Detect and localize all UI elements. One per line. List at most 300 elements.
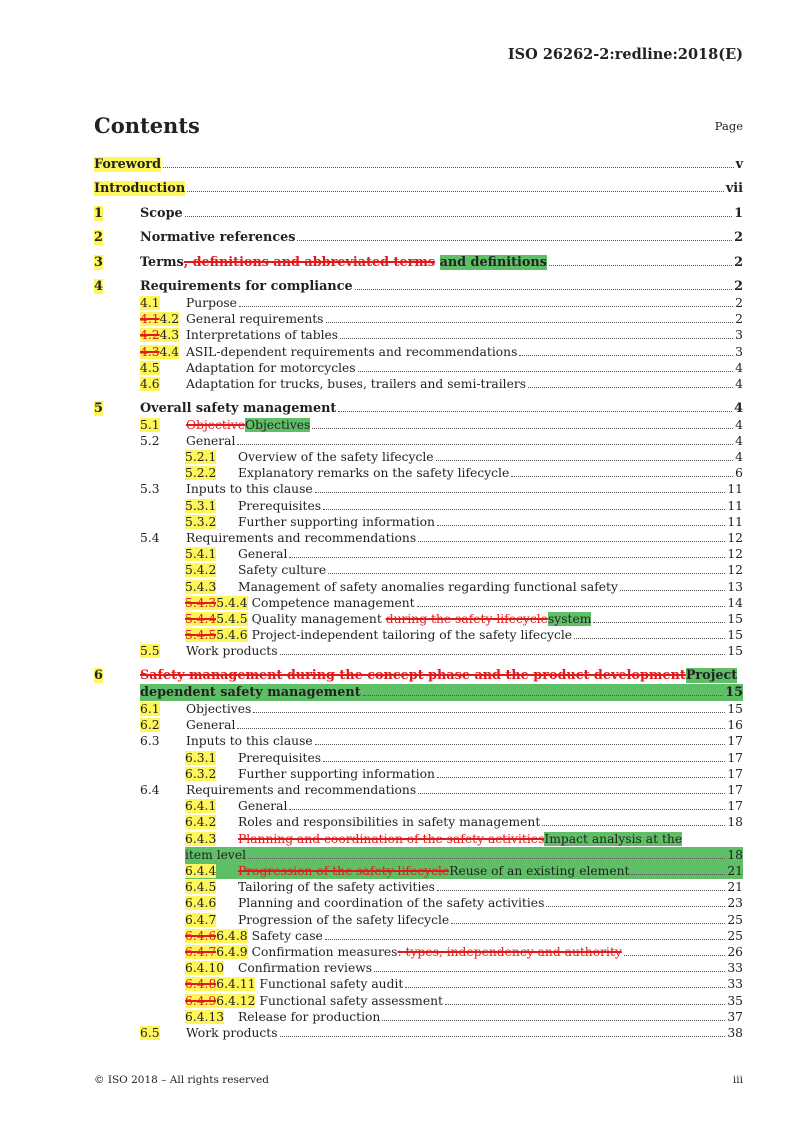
toc-entry-title (259, 993, 443, 1009)
toc-entry-number (140, 1025, 186, 1041)
toc-title-segment: Release for production (238, 1009, 381, 1024)
toc-number-segment: 5.1 (140, 417, 160, 432)
toc-entry-title (238, 912, 449, 928)
toc-title-segment: Objective (186, 417, 246, 432)
toc-title-segment: Overall safety management (140, 400, 337, 416)
toc-number-segment: 6.5 (140, 1026, 160, 1041)
toc-number-segment: 6.3.2 (185, 766, 217, 781)
toc-leader-dots (163, 166, 734, 168)
toc-entry[interactable] (94, 895, 743, 911)
toc-title-segment: Competence management (251, 595, 415, 610)
toc-entry-title (238, 579, 618, 595)
toc-entry-title (185, 847, 246, 863)
toc-entry-page: 12 (727, 563, 743, 578)
toc-entry-number (140, 344, 186, 360)
toc-entry-page: 3 (735, 328, 743, 343)
toc-entry-title (238, 449, 434, 465)
toc-entry[interactable] (94, 205, 743, 222)
toc-entry[interactable] (94, 701, 743, 717)
toc-entry-number (140, 717, 186, 733)
toc-entry-number (185, 976, 255, 992)
toc-entry[interactable] (185, 847, 743, 863)
toc-entry-title (140, 684, 361, 701)
toc-entry-page: 16 (727, 718, 743, 733)
toc-title-segment: Functional safety audit (259, 977, 404, 992)
toc-entry-title (186, 433, 235, 449)
toc-entry-number (140, 311, 186, 327)
toc-number-segment: 5.4.4 (185, 612, 217, 626)
toc-number-segment: 6.4.7 (185, 945, 217, 960)
toc-entry-title (238, 750, 321, 766)
toc-title-segment: Purpose (186, 295, 237, 310)
toc-number-segment: 6.4.7 (185, 912, 217, 927)
toc-number-segment: 4.2 (159, 312, 180, 327)
toc-entry[interactable] (94, 579, 743, 595)
toc-number-segment: 6.3 (140, 734, 160, 749)
toc-number-segment: 6.3.1 (185, 750, 217, 765)
toc-entry-title (238, 879, 435, 895)
toc-entry[interactable] (140, 684, 743, 701)
toc-title-segment: dependent safety management (140, 685, 361, 700)
toc-entry[interactable] (94, 993, 743, 1009)
toc-leader-dots (323, 508, 725, 510)
toc-entry-title (186, 311, 324, 327)
toc-entry-number (140, 733, 186, 749)
toc-number-segment: 5.4.4 (216, 595, 248, 610)
toc-leader-dots (328, 572, 725, 574)
toc-entry-page: 15 (727, 644, 743, 659)
toc-entry-page: 17 (727, 783, 743, 798)
toc-entry-page: 4 (735, 360, 743, 375)
toc-title-segment: Safety management during the concept phase and the product development (140, 668, 686, 683)
toc-number-segment: 6.4.6 (185, 896, 217, 911)
toc-entry-number (185, 993, 255, 1009)
toc-entry[interactable] (94, 766, 743, 782)
toc-title-segment: Explanatory remarks on the safety lifecycle (238, 466, 510, 481)
toc-number-segment: 4.4 (159, 344, 180, 359)
toc-number-segment: 4.1 (140, 295, 160, 310)
toc-leader-dots (248, 857, 725, 859)
toc-entry-number (140, 782, 186, 798)
toc-title-segment: Introduction (94, 181, 186, 197)
toc-entry[interactable] (94, 667, 743, 684)
toc-title-segment: Confirmation measures (251, 945, 398, 960)
page-title: Contents (94, 113, 200, 138)
toc-title-segment: Further supporting information (238, 766, 435, 781)
toc-entry-title (238, 863, 629, 879)
toc-entry[interactable] (94, 814, 743, 830)
toc-leader-dots (382, 1019, 725, 1021)
toc-entry[interactable] (94, 643, 743, 659)
toc-entry-number (185, 895, 238, 911)
toc-entry-page: 18 (727, 847, 743, 862)
toc-leader-dots (511, 475, 733, 477)
toc-leader-dots (624, 954, 726, 956)
toc-title-segment: Progression of the safety lifecycle (238, 864, 450, 879)
toc-entry-title (140, 400, 336, 417)
toc-title-segment: during the safety lifecycle (385, 612, 548, 626)
toc-entry-page: 2 (734, 254, 743, 270)
toc-number-segment: 5.3.1 (185, 498, 217, 513)
toc-entry-page: 17 (727, 734, 743, 749)
toc-entry-number (185, 863, 238, 879)
toc-entry-title (252, 627, 572, 643)
toc-entry-title (252, 595, 415, 611)
toc-entry[interactable] (94, 960, 743, 976)
toc-title-segment: Objectives (186, 702, 252, 716)
toc-entry-page: 2 (735, 295, 743, 310)
toc-entry[interactable] (185, 863, 743, 879)
toc-number-segment: 4.3 (140, 344, 160, 359)
toc-title-segment: Work products (186, 644, 278, 659)
toc-number-segment: 5.4.5 (185, 628, 217, 643)
toc-entry-number (185, 831, 238, 847)
toc-number-segment: 1 (94, 205, 103, 221)
toc-leader-dots (418, 540, 725, 542)
toc-title-segment: and definitions (439, 254, 547, 270)
toc-leader-dots (355, 288, 732, 290)
toc-entry[interactable] (94, 481, 743, 497)
toc-leader-dots (237, 727, 725, 729)
toc-entry-title (238, 895, 544, 911)
toc-entry-page: 26 (727, 945, 743, 960)
toc-entry[interactable] (94, 627, 743, 643)
toc-title-segment: Confirmation reviews (238, 961, 373, 976)
toc-entry-page: 21 (727, 880, 743, 895)
toc-entry-page: 18 (727, 815, 743, 830)
toc-entry[interactable] (94, 417, 743, 433)
toc-entry[interactable] (94, 311, 743, 327)
toc-entry-number (185, 465, 238, 481)
toc-entry[interactable] (94, 498, 743, 514)
toc-entry-number (185, 627, 248, 643)
toc-leader-dots (542, 824, 725, 826)
toc-entry[interactable] (94, 295, 743, 311)
toc-entry-title (186, 360, 356, 376)
toc-entry-number (185, 595, 248, 611)
toc-number-segment: 4.3 (159, 328, 180, 343)
toc-title-segment: , definitions and abbreviated terms (183, 254, 436, 270)
toc-entry-page: 3 (735, 344, 743, 359)
toc-number-segment: 6.4.1 (185, 799, 217, 814)
toc-title-segment: Requirements and recommendations (186, 783, 417, 798)
toc-entry[interactable] (94, 254, 743, 271)
toc-entry-title (140, 229, 295, 246)
toc-number-segment: 4 (94, 278, 103, 294)
toc-entry-number (94, 667, 140, 684)
toc-entry[interactable] (94, 229, 743, 246)
toc-leader-dots (340, 337, 733, 339)
toc-entry-number (140, 327, 186, 343)
toc-title-segment: Project-independent tailoring of the safety lifecycle (251, 628, 573, 643)
toc-entry[interactable] (94, 782, 743, 798)
toc-entry-number (140, 295, 186, 311)
toc-leader-dots (546, 905, 725, 907)
toc-entry-title (94, 156, 161, 173)
toc-entry-title (252, 944, 622, 960)
toc-entry-page: 15 (725, 685, 743, 700)
toc-title-segment: Planning and coordination of the safety activities (238, 831, 545, 846)
toc-title-segment (435, 255, 439, 270)
toc-title-segment: General (186, 433, 236, 448)
toc-leader-dots (358, 370, 734, 372)
toc-entry-page: 4 (734, 400, 743, 416)
toc-entry[interactable] (94, 465, 743, 481)
toc-entry[interactable] (94, 376, 743, 392)
toc-title-segment: General requirements (186, 312, 324, 327)
toc-entry[interactable] (94, 360, 743, 376)
toc-title-segment: Quality management (251, 612, 386, 626)
toc-entry[interactable] (94, 546, 743, 562)
toc-entry[interactable] (94, 449, 743, 465)
toc-title-segment: Prerequisites (238, 498, 322, 513)
toc-entry-title (186, 376, 526, 392)
toc-entry-number (94, 400, 140, 417)
toc-title-segment: Reuse of an existing element (449, 864, 630, 879)
toc-leader-dots (185, 215, 732, 217)
toc-number-segment: 4.1 (140, 312, 160, 327)
toc-entry[interactable] (94, 278, 743, 295)
toc-entry-title (186, 327, 338, 343)
toc-entry-page: 23 (727, 896, 743, 911)
toc-entry-title (238, 814, 540, 830)
footer-page-number: iii (732, 1074, 743, 1086)
toc-number-segment: 5.3 (140, 482, 160, 497)
toc-entry-title (238, 1009, 380, 1025)
toc-entry-title (186, 782, 416, 798)
toc-entry[interactable] (94, 595, 743, 611)
toc-entry-page: 33 (727, 977, 743, 992)
toc-entry-number (185, 798, 238, 814)
toc-entry-title (238, 562, 326, 578)
toc-entry[interactable] (94, 180, 743, 197)
toc-leader-dots (239, 305, 733, 307)
toc-entry-number (185, 814, 238, 830)
toc-title-segment: General (238, 547, 288, 562)
toc-entry[interactable] (94, 798, 743, 814)
toc-number-segment: 5.4.3 (185, 595, 217, 610)
toc-entry-page: 15 (727, 702, 743, 716)
page-column-label: Page (714, 119, 743, 133)
toc-title-segment: Tailoring of the safety activities (238, 880, 435, 895)
toc-title-segment: Requirements and recommendations (186, 530, 417, 545)
toc-title-segment: General (186, 718, 236, 733)
toc-leader-dots (445, 1003, 725, 1005)
toc-leader-dots (323, 760, 725, 762)
toc-leader-dots (451, 922, 725, 924)
toc-entry[interactable] (94, 831, 743, 847)
toc-title-segment: Management of safety anomalies regarding functional safety (238, 579, 618, 594)
toc-entry-title (238, 960, 372, 976)
toc-entry-number (140, 643, 186, 659)
toc-entry-number (94, 205, 140, 222)
toc-number-segment: 4.5 (140, 360, 160, 375)
toc-leader-dots (436, 459, 734, 461)
toc-number-segment: 6.4.3 (185, 831, 217, 846)
table-of-contents (94, 148, 743, 1041)
toc-entry-number (94, 254, 140, 271)
toc-title-segment: system (547, 612, 592, 626)
toc-leader-dots (437, 524, 725, 526)
toc-entry[interactable] (94, 1009, 743, 1025)
toc-number-segment: 2 (94, 230, 103, 246)
toc-title-segment: Adaptation for trucks, buses, trailers and semi-trailers (186, 376, 527, 391)
toc-number-segment: 6.4.10 (185, 961, 225, 976)
toc-entry[interactable] (94, 1025, 743, 1041)
toc-entry-number (185, 546, 238, 562)
toc-entry-number (140, 417, 186, 433)
toc-entry[interactable] (94, 156, 743, 173)
toc-title-segment: item level (185, 847, 247, 862)
toc-entry-number (185, 579, 238, 595)
toc-entry-page: v (735, 157, 743, 172)
toc-leader-dots (325, 938, 726, 940)
toc-title-segment: General (238, 799, 288, 814)
toc-title-segment: Project (685, 668, 738, 683)
toc-leader-dots (405, 986, 725, 988)
toc-entry-page: 12 (727, 530, 743, 545)
toc-entry-number (140, 530, 186, 546)
toc-entry-title (259, 976, 403, 992)
toc-leader-dots (418, 792, 725, 794)
toc-leader-dots (289, 808, 725, 810)
toc-entry[interactable] (94, 327, 743, 343)
toc-number-segment: 6.4.11 (216, 977, 256, 992)
toc-entry-title (140, 205, 183, 222)
toc-number-segment: 5.5 (140, 644, 160, 659)
toc-number-segment: 6.4.9 (185, 993, 217, 1008)
toc-title-segment: Further supporting information (238, 514, 435, 529)
toc-number-segment: 6.4.2 (185, 815, 217, 830)
toc-entry-page: 1 (734, 205, 743, 221)
toc-entry-page: 6 (735, 466, 743, 481)
toc-number-segment: 6.4.6 (185, 928, 217, 943)
toc-leader-dots (519, 354, 733, 356)
toc-entry[interactable] (94, 717, 743, 733)
toc-entry-page: 33 (727, 961, 743, 976)
toc-title-segment: Prerequisites (238, 750, 322, 765)
toc-entry[interactable] (94, 879, 743, 895)
toc-leader-dots (312, 427, 733, 429)
toc-entry-page: 15 (727, 628, 743, 643)
toc-entry-title (140, 278, 353, 295)
toc-leader-dots (297, 239, 732, 241)
toc-entry-page: 37 (727, 1009, 743, 1024)
toc-title-segment: ASIL-dependent requirements and recommendations (186, 344, 518, 359)
document-id: ISO 26262-2:redline:2018(E) (507, 46, 743, 63)
toc-entry-page: 17 (727, 766, 743, 781)
toc-entry-number (140, 433, 186, 449)
toc-number-segment: 5.4.1 (185, 547, 217, 562)
toc-entry-title (238, 498, 321, 514)
toc-entry[interactable] (94, 611, 743, 627)
toc-title-segment: Objectives (245, 417, 311, 432)
toc-leader-dots (574, 637, 725, 639)
toc-entry-number (185, 1009, 238, 1025)
toc-entry-page: 15 (727, 612, 743, 626)
toc-entry-number (140, 360, 186, 376)
toc-entry-page: 2 (734, 230, 743, 246)
toc-entry[interactable] (94, 944, 743, 960)
toc-entry[interactable] (94, 733, 743, 749)
toc-leader-dots (315, 743, 726, 745)
toc-leader-dots (363, 694, 724, 696)
toc-entry-number (185, 611, 248, 627)
toc-title-segment: Terms (140, 254, 184, 270)
toc-leader-dots (326, 321, 734, 323)
toc-entry[interactable] (94, 912, 743, 928)
toc-entry[interactable] (94, 562, 743, 578)
toc-entry-page: 17 (727, 799, 743, 814)
toc-entry[interactable] (94, 433, 743, 449)
toc-entry-page: 4 (735, 449, 743, 464)
toc-title-segment: Safety case (251, 928, 323, 943)
toc-number-segment: 5.2 (140, 433, 160, 448)
toc-entry-number (140, 376, 186, 392)
toc-entry-page: 4 (735, 433, 743, 448)
toc-leader-dots (374, 970, 725, 972)
toc-entry[interactable] (94, 400, 743, 417)
toc-entry-title (238, 798, 287, 814)
toc-entry-page: 21 (727, 864, 743, 879)
toc-entry-title (252, 611, 592, 627)
toc-entry-page: 4 (735, 417, 743, 432)
toc-entry-number (94, 229, 140, 246)
toc-entry-page: 11 (727, 514, 743, 529)
toc-entry[interactable] (94, 750, 743, 766)
toc-entry-title (252, 928, 323, 944)
toc-entry[interactable] (94, 514, 743, 530)
toc-leader-dots (280, 653, 726, 655)
toc-title-segment: Normative references (140, 230, 296, 246)
toc-number-segment: 4.2 (140, 328, 160, 343)
toc-leader-dots (549, 264, 732, 266)
toc-entry-title (186, 733, 313, 749)
toc-title-segment: Requirements for compliance (140, 278, 353, 294)
toc-leader-dots (237, 443, 733, 445)
toc-entry-title (186, 643, 278, 659)
toc-title-segment: Planning and coordination of the safety activities (238, 896, 545, 911)
toc-leader-dots (253, 711, 725, 713)
toc-number-segment: 6 (94, 668, 103, 683)
toc-entry[interactable] (94, 928, 743, 944)
toc-entry[interactable] (94, 344, 743, 360)
toc-entry-number (185, 944, 248, 960)
toc-leader-dots (620, 589, 725, 591)
toc-number-segment: 6.4.8 (185, 977, 217, 992)
toc-entry-page: 11 (727, 482, 743, 497)
toc-entry-page: 12 (727, 547, 743, 562)
toc-entry-title (186, 530, 416, 546)
toc-title-segment: Safety culture (238, 563, 327, 578)
toc-number-segment: 6.4 (140, 783, 160, 798)
toc-number-segment: 4.6 (140, 376, 160, 391)
toc-entry-title (186, 295, 237, 311)
toc-entry-number (185, 928, 248, 944)
toc-title-segment: Roles and responsibilities in safety management (238, 815, 541, 830)
toc-number-segment: 5.2.1 (185, 449, 217, 464)
toc-entry[interactable] (94, 530, 743, 546)
toc-number-segment: 6.4.9 (216, 945, 248, 960)
toc-number-segment: 6.1 (140, 702, 160, 716)
toc-leader-dots (315, 491, 726, 493)
toc-entry-number (140, 701, 186, 717)
toc-entry-title (186, 417, 310, 433)
toc-entry-title (186, 1025, 278, 1041)
toc-entry-page: 2 (735, 312, 743, 327)
toc-entry[interactable] (94, 976, 743, 992)
toc-leader-dots (437, 776, 725, 778)
